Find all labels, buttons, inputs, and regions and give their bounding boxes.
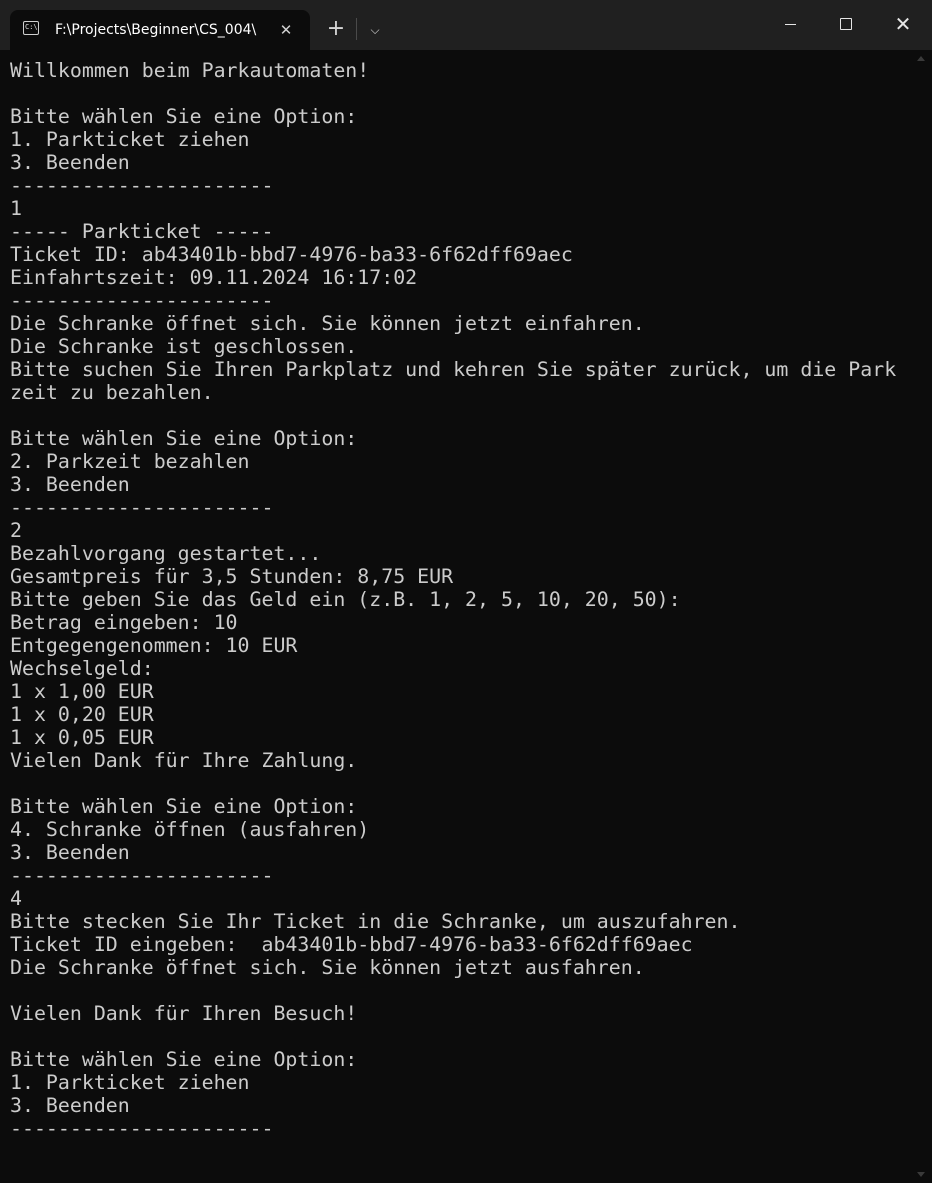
terminal-line: Bitte geben Sie das Geld ein (z.B. 1, 2, 5, 10, 20, 50): <box>10 588 681 611</box>
terminal-line: Vielen Dank für Ihre Zahlung. <box>10 749 358 772</box>
terminal-line <box>10 772 910 795</box>
terminal-line: Bitte wählen Sie eine Option: <box>10 1048 358 1071</box>
terminal-line: ---------------------- <box>10 864 274 887</box>
terminal-line: Bitte stecken Sie Ihr Ticket in die Schranke, um auszufahren. <box>10 910 741 933</box>
terminal-icon-glyph: C:\ <box>25 23 38 31</box>
minimize-icon <box>785 24 796 25</box>
new-tab-button[interactable]: + <box>326 16 346 41</box>
terminal-line: 1 <box>10 197 22 220</box>
terminal-line: ---------------------- <box>10 496 274 519</box>
terminal-line: Bitte wählen Sie eine Option: <box>10 795 358 818</box>
close-icon: ✕ <box>894 12 912 36</box>
terminal-line: Ticket ID: ab43401b-bbd7-4976-ba33-6f62dff69aec <box>10 243 573 266</box>
maximize-button[interactable] <box>816 0 874 50</box>
terminal-line <box>10 82 910 105</box>
terminal-line: 1. Parkticket ziehen <box>10 1071 250 1094</box>
terminal-line: Entgegengenommen: 10 EUR <box>10 634 298 657</box>
terminal-line <box>10 1025 910 1048</box>
terminal-line: Bezahlvorgang gestartet... <box>10 542 322 565</box>
terminal-line <box>10 404 910 427</box>
terminal-line: 3. Beenden <box>10 841 130 864</box>
terminal-line: Die Schranke öffnet sich. Sie können jetzt ausfahren. <box>10 956 645 979</box>
terminal-line: 4. Schranke öffnen (ausfahren) <box>10 818 370 841</box>
terminal-icon <box>23 21 39 35</box>
terminal-line: 1. Parkticket ziehen <box>10 128 250 151</box>
scroll-up-arrow-icon[interactable] <box>917 56 925 61</box>
terminal-line: ----- Parkticket ----- <box>10 220 274 243</box>
terminal-output <box>10 59 910 1140</box>
title-bar[interactable] <box>0 0 932 50</box>
terminal-line: Bitte wählen Sie eine Option: <box>10 427 358 450</box>
terminal-line: Ticket ID eingeben: ab43401b-bbd7-4976-ba33-6f62dff69aec <box>10 933 693 956</box>
terminal-line <box>10 979 910 1002</box>
terminal-line: Die Schranke ist geschlossen. <box>10 335 358 358</box>
terminal-line: Betrag eingeben: 10 <box>10 611 238 634</box>
terminal-output-area[interactable] <box>0 50 932 1183</box>
terminal-line: 1 x 0,05 EUR <box>10 726 154 749</box>
scroll-down-arrow-icon[interactable] <box>917 1172 925 1177</box>
terminal-line: ---------------------- <box>10 1117 274 1140</box>
terminal-line: Wechselgeld: <box>10 657 154 680</box>
terminal-line: 1 x 1,00 EUR <box>10 680 154 703</box>
terminal-line: zeit zu bezahlen. <box>10 381 214 404</box>
terminal-line: Die Schranke öffnet sich. Sie können jetzt einfahren. <box>10 312 645 335</box>
tab-separator <box>356 18 357 40</box>
terminal-line: Bitte suchen Sie Ihren Parkplatz und kehren Sie später zurück, um die Park <box>10 358 897 381</box>
terminal-line: Bitte wählen Sie eine Option: <box>10 105 358 128</box>
terminal-line: 1 x 0,20 EUR <box>10 703 154 726</box>
tab-title: F:\Projects\Beginner\CS_004\ <box>55 22 257 38</box>
terminal-line: Vielen Dank für Ihren Besuch! <box>10 1002 358 1025</box>
terminal-line: Einfahrtszeit: 09.11.2024 16:17:02 <box>10 266 418 289</box>
terminal-tab[interactable] <box>10 10 310 50</box>
terminal-line: 3. Beenden <box>10 1094 130 1117</box>
terminal-line: Gesamtpreis für 3,5 Stunden: 8,75 EUR <box>10 565 454 588</box>
minimize-button[interactable] <box>762 0 820 50</box>
terminal-line: ---------------------- <box>10 289 274 312</box>
terminal-line: 2. Parkzeit bezahlen <box>10 450 250 473</box>
terminal-line: ---------------------- <box>10 174 274 197</box>
close-tab-button[interactable]: ✕ <box>279 21 293 39</box>
terminal-line: 3. Beenden <box>10 151 130 174</box>
close-window-button[interactable] <box>874 0 932 50</box>
tab-dropdown-button[interactable]: ⌵ <box>370 23 380 37</box>
terminal-line: 4 <box>10 887 22 910</box>
terminal-line: Willkommen beim Parkautomaten! <box>10 59 370 82</box>
terminal-line: 3. Beenden <box>10 473 130 496</box>
maximize-icon <box>840 18 852 30</box>
terminal-line: 2 <box>10 519 22 542</box>
